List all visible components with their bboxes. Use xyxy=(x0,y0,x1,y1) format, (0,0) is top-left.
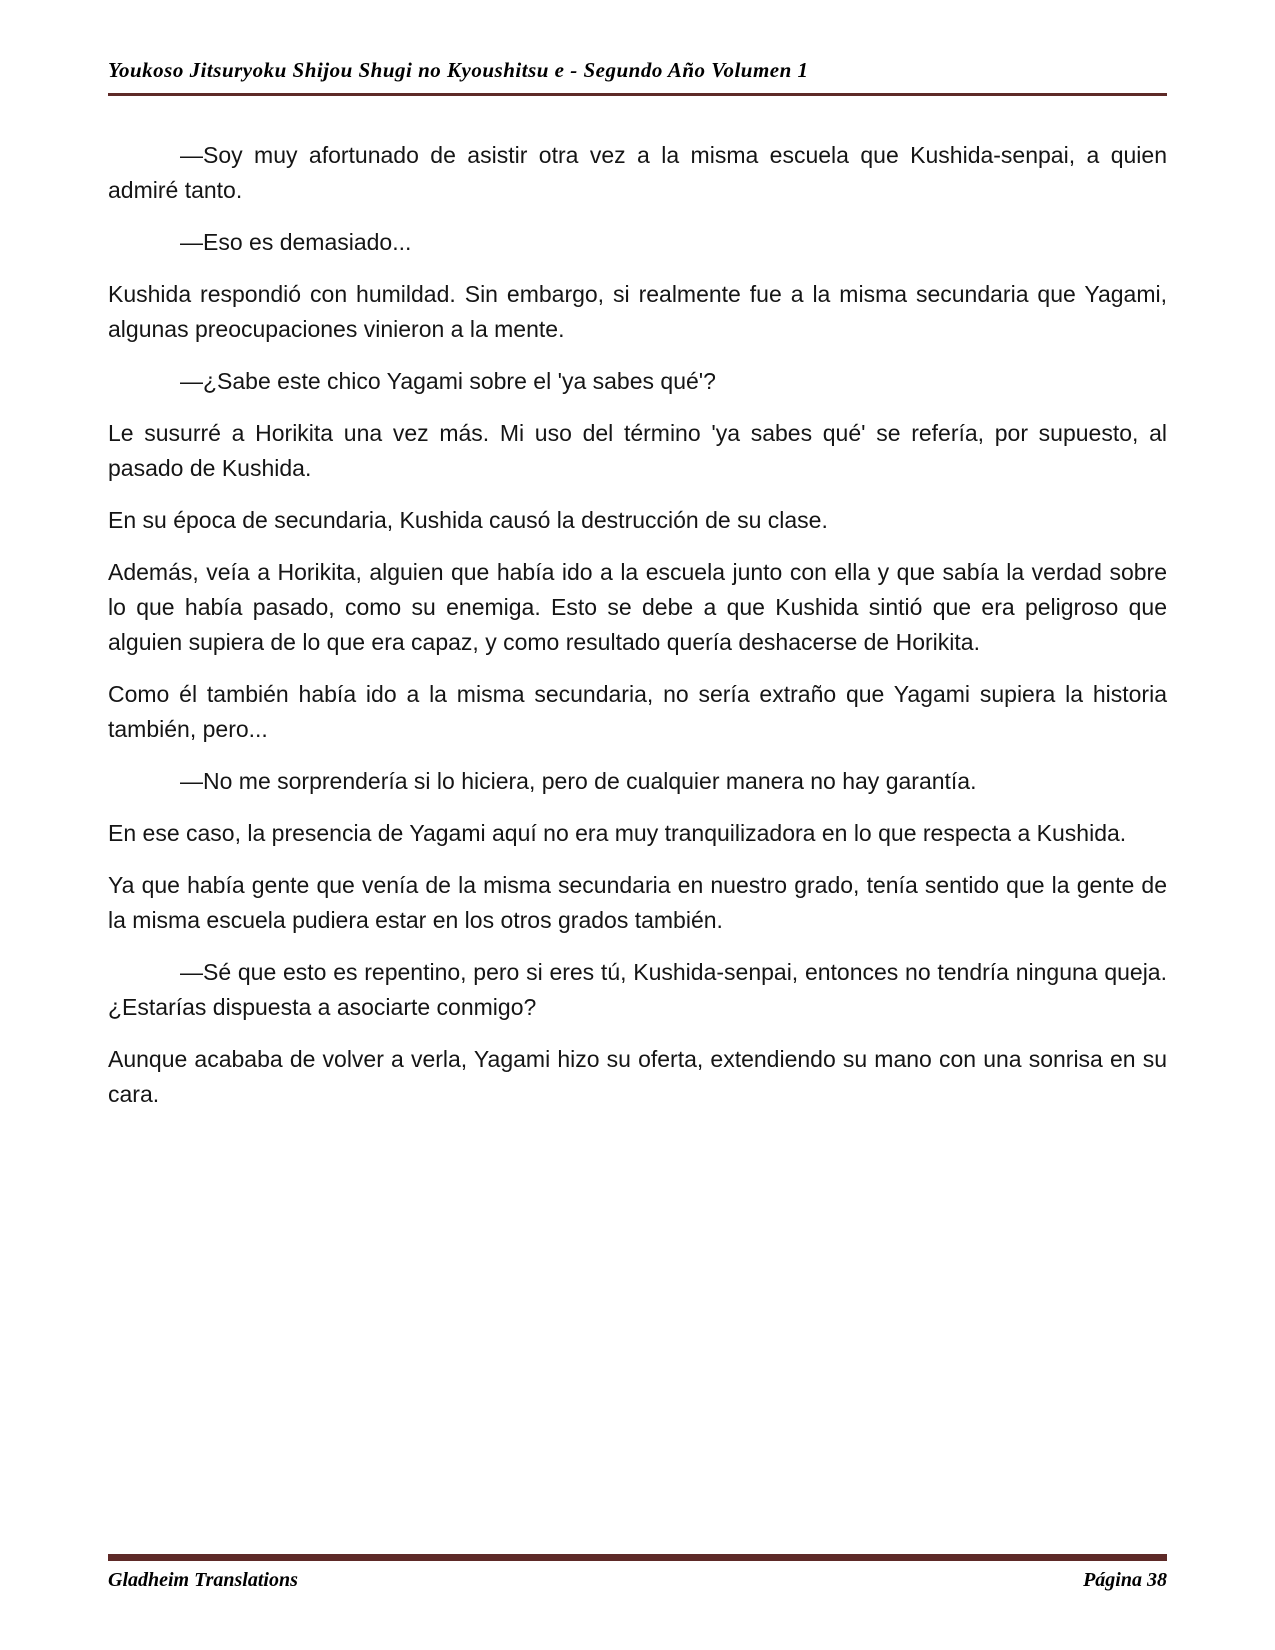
document-body xyxy=(108,138,1167,1129)
paragraph: —No me sorprendería si lo hiciera, pero de cualquier manera no hay garantía. xyxy=(180,768,977,794)
footer-divider xyxy=(108,1554,1167,1561)
paragraph: Kushida respondió con humildad. Sin embargo, si realmente fue a la misma secundaria que Yagami, algunas preocupaciones vinieron a la mente. xyxy=(108,281,1167,342)
header-divider xyxy=(108,93,1167,96)
paragraph: En ese caso, la presencia de Yagami aquí no era muy tranquilizadora en lo que respecta a Kushida. xyxy=(108,820,1127,846)
paragraph: Como él también había ido a la misma secundaria, no sería extraño que Yagami supiera la historia también, pero... xyxy=(108,681,1167,742)
paragraph: —Eso es demasiado... xyxy=(180,229,412,255)
footer-translator-credit: Gladheim Translations xyxy=(108,1569,298,1591)
paragraph: —Soy muy afortunado de asistir otra vez a la misma escuela que Kushida-senpai, a quien admiré tanto. xyxy=(108,142,1167,203)
page-footer xyxy=(108,1554,1167,1592)
document-title: Youkoso Jitsuryoku Shijou Shugi no Kyoushitsu e - Segundo Año Volumen 1 xyxy=(108,58,809,82)
paragraph: Aunque acababa de volver a verla, Yagami hizo su oferta, extendiendo su mano con una sonrisa en su cara. xyxy=(108,1046,1167,1107)
footer-text-row xyxy=(108,1569,1167,1592)
paragraph: En su época de secundaria, Kushida causó la destrucción de su clase. xyxy=(108,507,828,533)
paragraph: —Sé que esto es repentino, pero si eres tú, Kushida-senpai, entonces no tendría ninguna queja. ¿Estarías dispuesta a asociarte conmigo? xyxy=(108,959,1167,1020)
paragraph: Ya que había gente que venía de la misma secundaria en nuestro grado, tenía sentido que la gente de la misma escuela pudiera estar en los otros grados también. xyxy=(108,872,1167,933)
paragraph: Además, veía a Horikita, alguien que había ido a la escuela junto con ella y que sabía la verdad sobre lo que había pasado, como su enemiga. Esto se debe a que Kushida sintió que era peligroso que alguien supiera de lo que era capaz, y como resultado quería deshacerse de Horikita. xyxy=(108,559,1167,655)
footer-page-number: Página 38 xyxy=(1083,1569,1167,1591)
paragraph: Le susurré a Horikita una vez más. Mi uso del término 'ya sabes qué' se refería, por supuesto, al pasado de Kushida. xyxy=(108,420,1167,481)
paragraph: —¿Sabe este chico Yagami sobre el 'ya sabes qué'? xyxy=(180,368,716,394)
page-header xyxy=(108,58,1167,96)
